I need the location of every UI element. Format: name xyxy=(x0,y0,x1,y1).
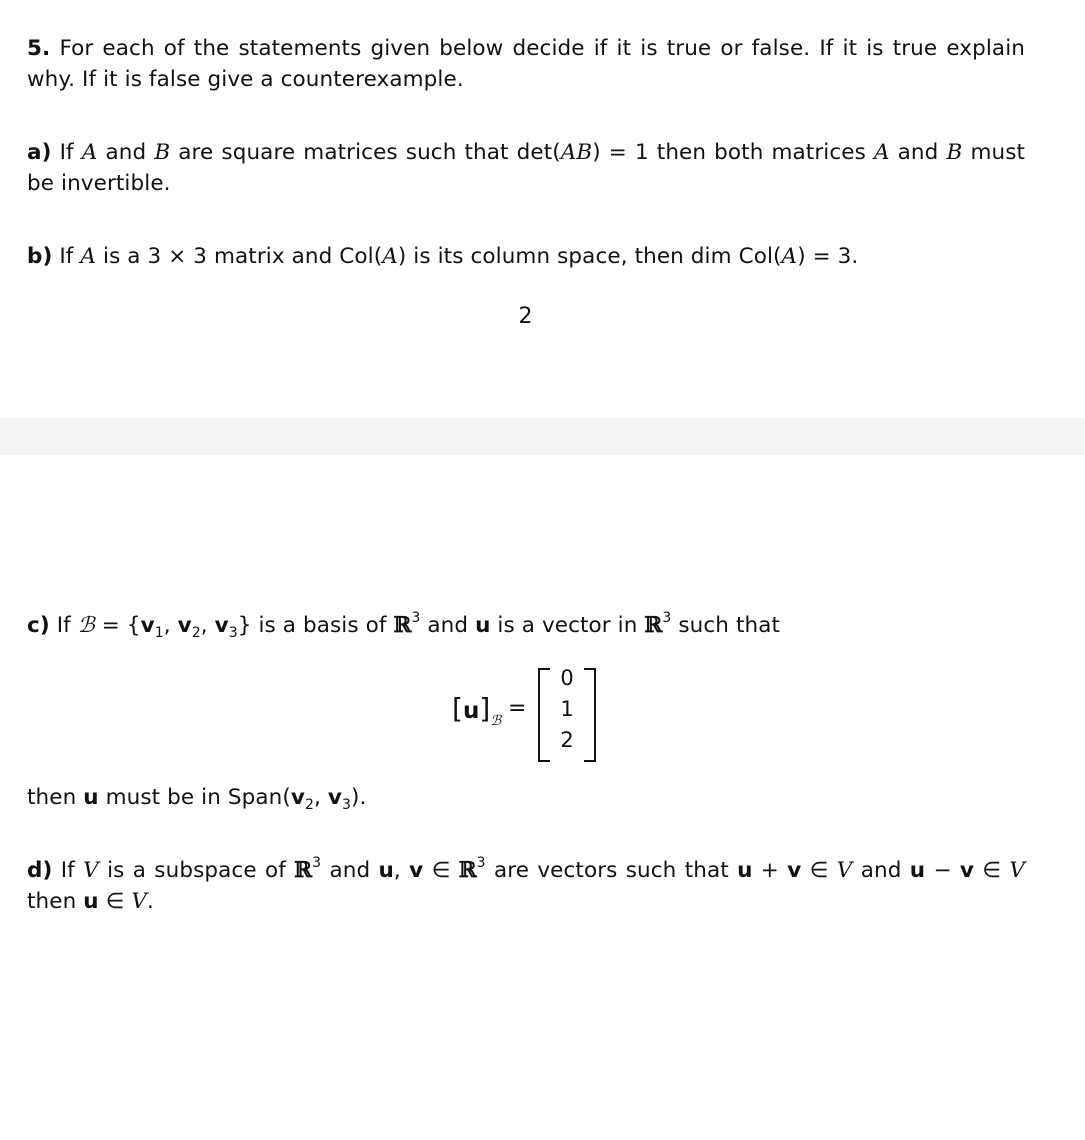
statement-c: c) If ℬ = {$v_1$, $v_2$, $v_3$} is a basis of ℝ$^3$ and u is a vector in ℝ$^3$ such that xyxy=(27,610,781,641)
equals-sign: = xyxy=(508,696,527,721)
statement-a: a) If A and B are square matrices such that det(AB) = 1 then both matrices A and B must be invertible. xyxy=(27,140,1026,196)
page-top xyxy=(0,0,1085,418)
statement-c-conclusion: then u must be in $Span(v_2$, $v_3$). xyxy=(27,785,367,813)
statement-d: d) If V is a subspace of ℝ$^3$ and u, v ∈ ℝ$^3$ are vectors such that u + v ∈ V and u − v ∈ V then u ∈ V. xyxy=(27,855,1026,914)
question-number: 5. xyxy=(27,36,51,61)
matrix-entry: 0 xyxy=(560,666,574,690)
matrix-entry: 2 xyxy=(560,728,574,752)
page-separator xyxy=(0,418,1085,455)
page-number: 2 xyxy=(518,304,533,329)
statement-b: b) If A is a 3 × 3 matrix and Col(A) is its column space, then dim Col(A) = 3. xyxy=(27,244,859,269)
statement-b-label: b) xyxy=(27,244,53,269)
question-instructions: For each of the statements given below decide if it is true or false. If it is true explain why. If it is false give a counterexample. xyxy=(27,36,1025,92)
matrix-entry: 1 xyxy=(560,697,574,721)
column-matrix xyxy=(538,664,596,760)
statement-d-label: d) xyxy=(27,858,53,883)
question-5-intro xyxy=(27,34,1025,95)
coordinate-vector-label: $[u]_ℬ$ xyxy=(452,692,502,729)
statement-a-label: a) xyxy=(27,140,52,165)
statement-c-label: c) xyxy=(27,613,50,638)
